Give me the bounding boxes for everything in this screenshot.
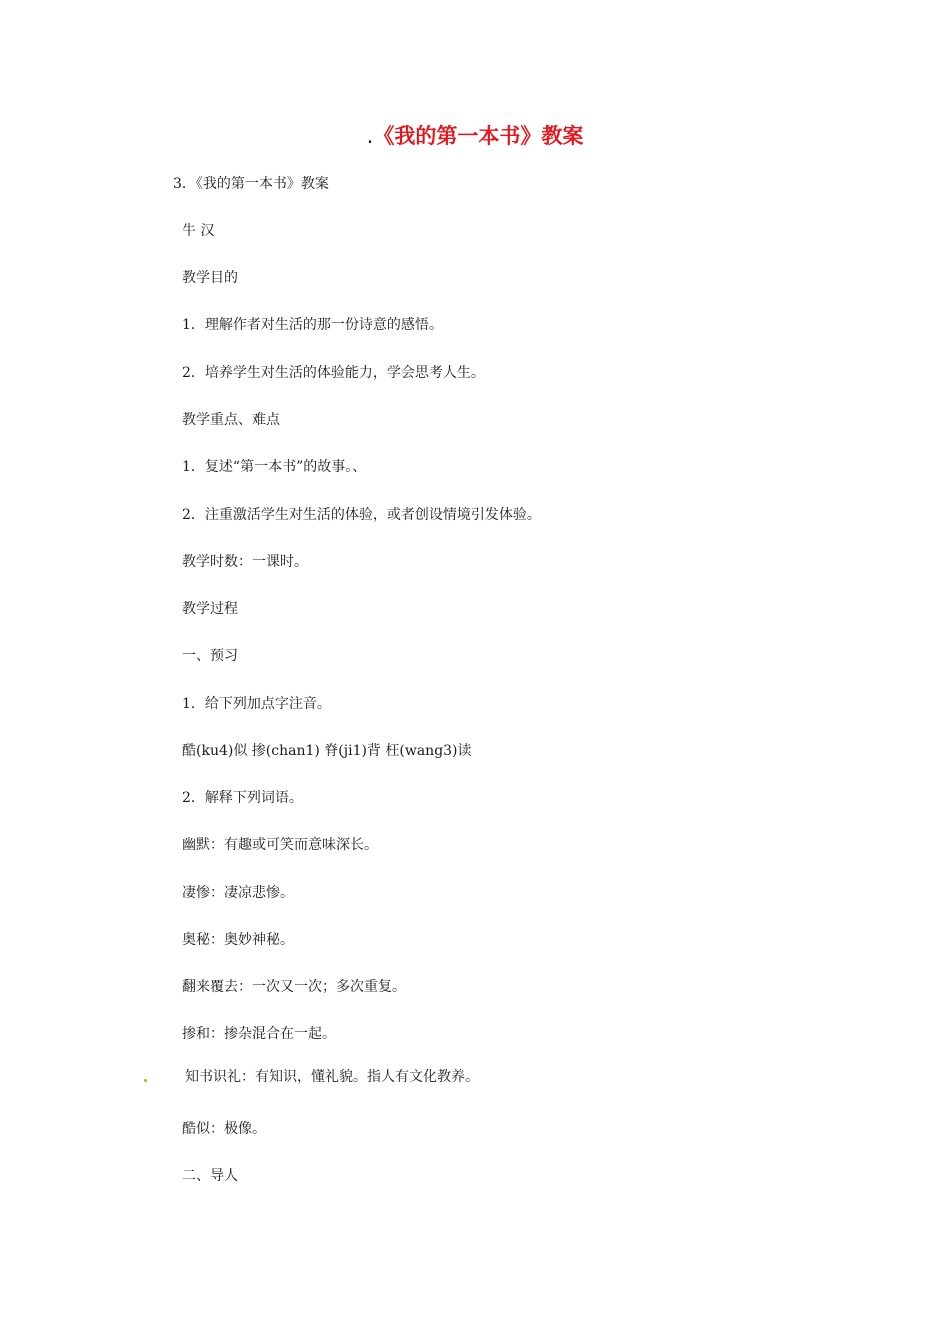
preview-item-1: 1．给下列加点字注音。: [182, 696, 331, 712]
section-heading-goals: 教学目的: [182, 270, 238, 286]
definition-humor: 幽默：有趣或可笑而意味深长。: [182, 837, 378, 853]
subsection-preview: 一、预习: [182, 648, 238, 664]
section-heading-focus: 教学重点、难点: [182, 412, 280, 428]
preview-item-2: 2．解释下列词语。: [182, 790, 303, 806]
definition-mystery: 奥秘：奥妙神秘。: [182, 932, 294, 948]
focus-item-2: 2．注重激活学生对生活的体验，或者创设情境引发体验。: [182, 507, 541, 523]
lesson-heading: 3．《我的第一本书》教案: [173, 176, 329, 192]
margin-marker: [144, 1079, 147, 1082]
subsection-intro: 二、导人: [182, 1168, 238, 1184]
title-prefix: .: [366, 124, 374, 148]
goal-item-1: 1．理解作者对生活的那一份诗意的感悟。: [182, 317, 443, 333]
definition-miserable: 凄惨：凄凉悲惨。: [182, 885, 294, 901]
document-title: [0, 120, 950, 152]
definition-repeatedly: 翻来覆去：一次又一次；多次重复。: [182, 979, 406, 995]
title-text: 《我的第一本书》教案: [373, 124, 584, 148]
author-line: 牛 汉: [182, 223, 215, 239]
definition-educated: 知书识礼：有知识，懂礼貌。指人有文化教养。: [185, 1069, 479, 1085]
section-heading-process: 教学过程: [182, 601, 238, 617]
pinyin-line: 酷(ku4)似 掺(chan1) 脊(ji1)背 枉(wang3)读: [182, 743, 472, 759]
class-hours-line: 教学时数：一课时。: [182, 554, 308, 570]
focus-item-1: 1．复述“第一本书”的故事。、: [182, 459, 367, 475]
definition-mix: 掺和：掺杂混合在一起。: [182, 1026, 336, 1042]
definition-resemble: 酷似：极像。: [182, 1121, 266, 1137]
goal-item-2: 2．培养学生对生活的体验能力，学会思考人生。: [182, 365, 485, 381]
